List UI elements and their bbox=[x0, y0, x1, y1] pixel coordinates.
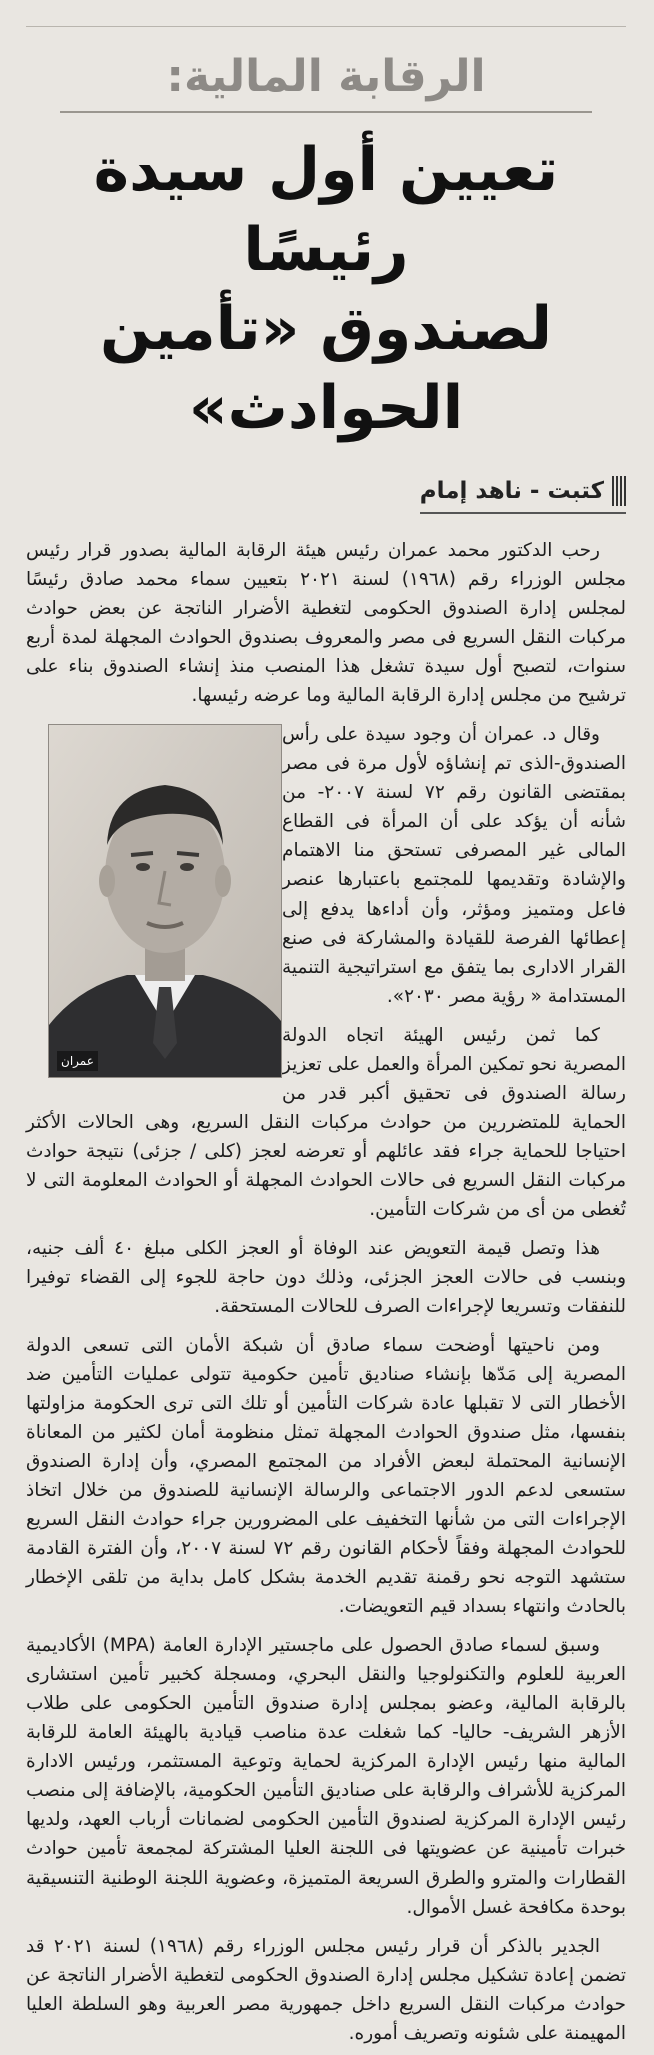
photo-caption: عمران bbox=[57, 1051, 98, 1072]
article-paragraph-6: وسبق لسماء صادق الحصول على ماجستير الإدارة العامة (MPA) الأكاديمية العربية للعلوم والتكنولوجيا والنقل البحري، ومسجلة كخبير تأمين استشارى بالرقابة المالية، وعضو بمجلس إدارة صندوق التأمين الحكومى على طلاب الأزهر الشريف- حاليا- كما شغلت عدة مناصب قيادية بالهيئة العامة للرقابة المالية منها رئيس الإدارة المركزية لحماية وتوعية المستثمر، ورئيس الادارة المركزية للأشراف والرقابة على صناديق التأمين الحكومية، بالإضافة إلى منصب رئيس الإدارة المركزية لصندوق التأمين الحكومى لضمانات أرباب العهد، ولديها خبرات تأمينية عن عضويتها فى اللجنة العليا المشتركة لمجمعة تأمين حوادث القطارات والمترو والطرق السريعة المتميزة، وعضوية اللجنة الوطنية التنسيقية بوحدة مكافحة غسل الأموال. bbox=[26, 1635, 626, 1918]
article-paragraph-3: كما ثمن رئيس الهيئة اتجاه الدولة المصرية نحو تمكين المرأة والعمل على تعزيز رسالة الصندوق فى تحقيق أكبر قدر من الحماية للمتضررين من حوادث مركبات النقل السريع، وهى الحالات الأكثر احتياجا للحماية جراء فقد عائلهم أو تعرضه لعجز (كلى / جزئى) نتيجة حوادث مركبات النقل السريع فى حالات الحوادث المجهلة أو الحوادث المعلومة التى لا تُغطى من أى من شركات التأمين. bbox=[26, 1024, 626, 1220]
portrait-photo bbox=[48, 724, 282, 1078]
byline bbox=[420, 476, 626, 514]
article-headline bbox=[26, 131, 626, 448]
article-kicker: الرقابة المالية: bbox=[166, 51, 486, 102]
article-paragraph-5: ومن ناحيتها أوضحت سماء صادق أن شبكة الأمان التى تسعى الدولة المصرية إلى مَدّها بإنشاء صناديق تأمين حكومية تتولى عمليات التأمين ضد الأخطار التى لا تقبلها عادة شركات التأمين أو تلك التى ترى الحكومة مزاولتها بنفسها، مثل صندوق الحوادث المجهلة تمثل منظومة أمان لكثير من المعاناة الإنسانية المحتملة لبعض الأفراد من المجتمع المصري، وأن إدارة الصندوق ستسعى لدعم الدور الاجتماعى والرسالة الإنسانية للصندوق من خلال اتخاذ الإجراءات التى من شأنها التخفيف على المضرورين جراء حوادث النقل السريع للحوادث المجهلة وفقاً لأحكام القانون رقم ٧٢ لسنة ٢٠٠٧، وأن الفترة القادمة ستشهد التوجه نحو رقمنة تقديم الخدمة بشكل كامل بداية من تلقى الإخطار بالحادث وانتهاء بسداد قيم التعويضات. bbox=[26, 1334, 626, 1618]
byline-text: كتبت - ناهد إمام bbox=[419, 478, 604, 505]
byline-bars-icon bbox=[612, 476, 626, 506]
article-body bbox=[26, 536, 626, 2048]
portrait-illustration bbox=[49, 725, 281, 1077]
cropped-previous-article-strip bbox=[26, 0, 626, 27]
kicker-divider bbox=[60, 111, 592, 113]
headline-line-1: تعيين أول سيدة رئيسًا bbox=[93, 135, 559, 285]
byline-row bbox=[26, 476, 626, 514]
headline-line-2: لصندوق «تأمين الحوادث» bbox=[99, 293, 553, 443]
article-paragraph-4: هذا وتصل قيمة التعويض عند الوفاة أو العجز الكلى مبلغ ٤٠ ألف جنيه، وبنسب فى حالات العجز الجزئى، وذلك دون حاجة للجوء إلى القضاء توفيرا للنفقات وتسريعا لإجراءات الصرف للحالات المستحقة. bbox=[26, 1237, 626, 1317]
article-paragraph-2: وقال د. عمران أن وجود سيدة على رأس الصندوق-الذى تم إنشاؤه لأول مرة فى مصر بمقتضى القانون رقم ٧٢ لسنة ٢٠٠٧- من شأنه أن يؤكد على أن المرأة فى القطاع المالى غير المصرفى تستحق منا الاهتمام والإشادة وتقديمها للمجتمع باعتبارها عنصر فاعل ومتميز ومؤثر، وأن أداءها يدفع إلى إعطائها الفرصة للقيادة والمشاركة فى صنع القرار الادارى بما يتفق مع استراتيجية التنمية المستدامة « رؤية مصر ٢٠٣٠». bbox=[282, 724, 626, 1007]
article-paragraph-7: الجدير بالذكر أن قرار رئيس مجلس الوزراء رقم (١٩٦٨) لسنة ٢٠٢١ قد تضمن إعادة تشكيل مجلس إدارة الصندوق الحكومى لتغطية الأضرار الناتجة عن حوادث مركبات النقل السريع داخل جمهورية مصر العربية وهو السلطة العليا المهيمنة على شئونه وتصريف أموره. bbox=[26, 1935, 626, 2044]
article-paragraph-1: رحب الدكتور محمد عمران رئيس هيئة الرقابة المالية بصدور قرار رئيس مجلس الوزراء رقم (١٩٦٨) لسنة ٢٠٢١ بتعيين سماء محمد صادق رئيسًا لمجلس إدارة الصندوق الحكومى لتغطية الأضرار الناتجة عن بعض حوادث مركبات النقل السريع فى مصر والمعروف بصندوق الحوادث المجهلة لمدة أربع سنوات، لتصبح أول سيدة تشغل هذا المنصب منذ إنشاء الصندوق بناء على ترشيح من مجلس إدارة الرقابة المالية وما عرضه رئيسها. bbox=[26, 540, 626, 707]
